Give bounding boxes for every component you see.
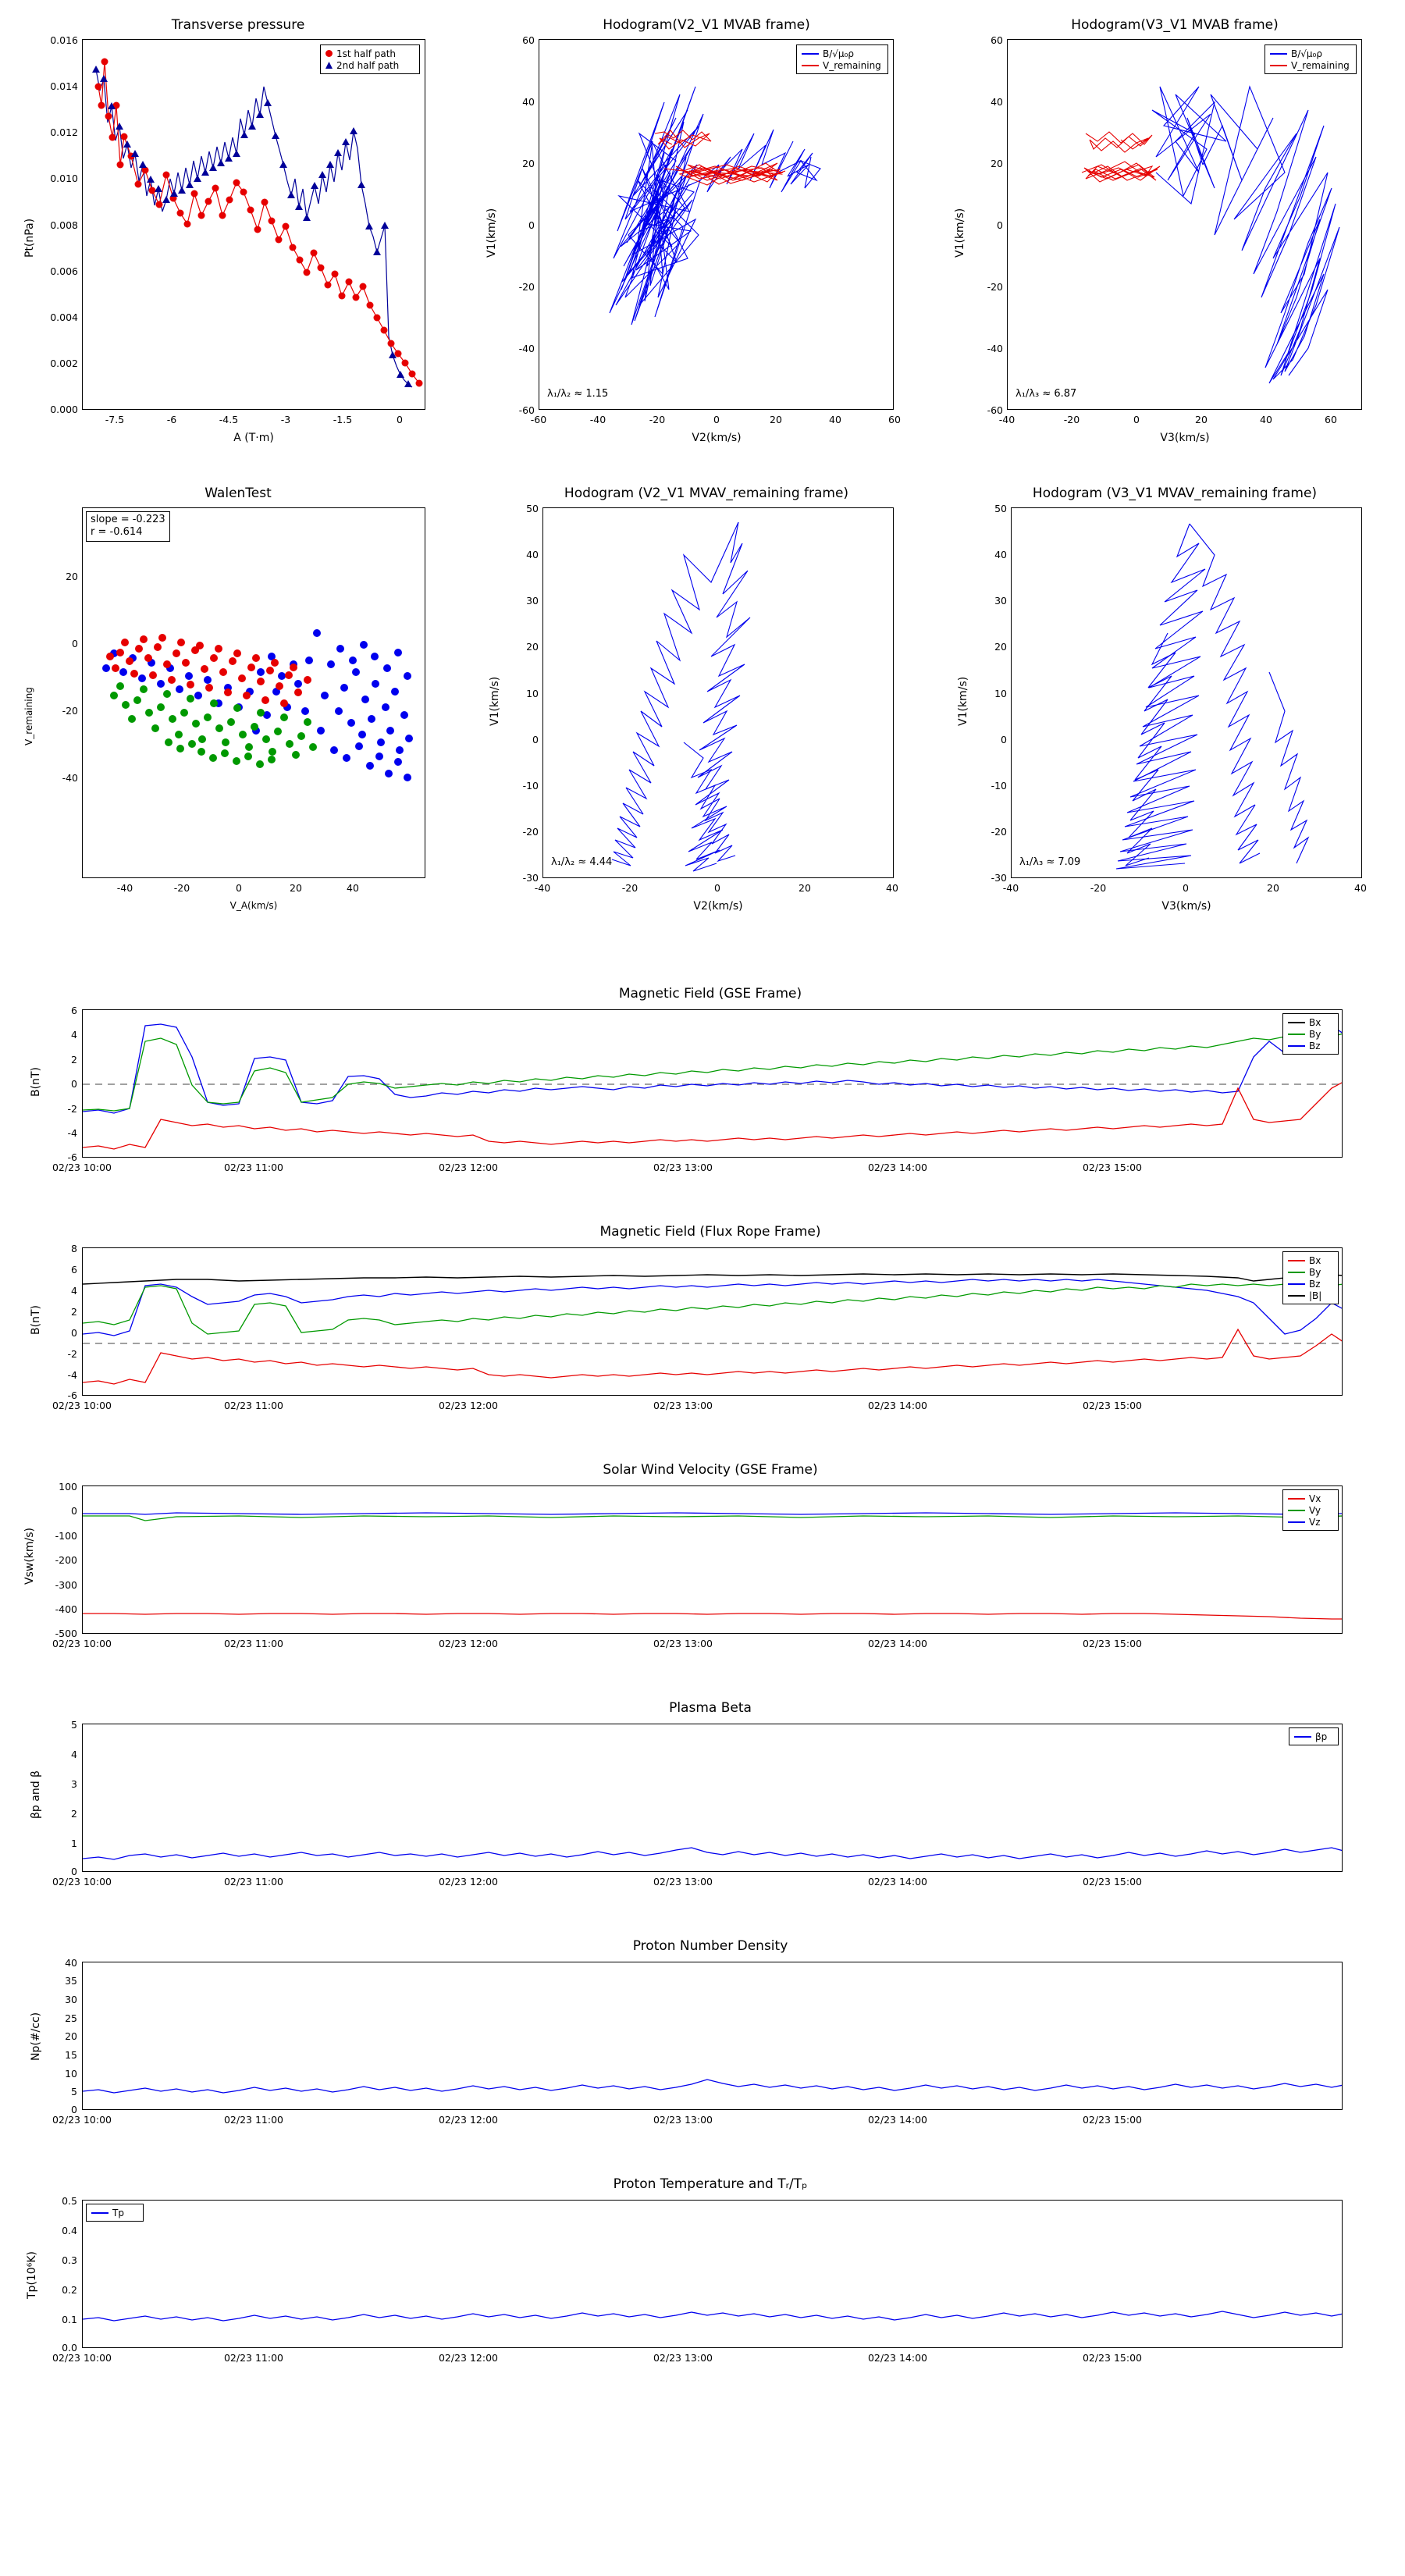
panel-title: Proton Temperature and Tᵣ/Tₚ [613, 2176, 808, 2192]
plot-area [542, 507, 894, 878]
ytick: 15 [65, 2049, 77, 2061]
data-layer [83, 1962, 1343, 2110]
xtick: 02/23 15:00 [1082, 1400, 1143, 1411]
xtick: 02/23 11:00 [223, 1876, 284, 1888]
ytick: -10 [991, 780, 1007, 792]
legend-label: Vz [1309, 1516, 1321, 1528]
ytick: 8 [71, 1243, 77, 1254]
legend-label: V_remaining [823, 59, 881, 71]
eigenvalue-ratio-annotation: λ₁/λ₃ ≈ 7.09 [1019, 856, 1081, 868]
legend-label: βp [1315, 1731, 1328, 1742]
ytick: 2 [71, 1306, 77, 1318]
xtick: 02/23 12:00 [438, 1876, 499, 1888]
ytick: 0.010 [50, 173, 78, 184]
xtick: 60 [1325, 414, 1337, 425]
xtick: -40 [589, 414, 606, 425]
plot-area [82, 1724, 1343, 1872]
y-axis-label: V1(km/s) [489, 676, 501, 726]
ytick: 2 [71, 1054, 77, 1066]
ytick: 0.002 [50, 358, 78, 369]
xtick: -60 [530, 414, 547, 425]
xtick: 40 [829, 414, 841, 425]
ytick: 25 [65, 2012, 77, 2024]
panel-hodogram-v3v1-mvab [937, 0, 1405, 468]
legend-label: Bz [1309, 1278, 1321, 1290]
ytick: 30 [65, 1994, 77, 2005]
fit-r: r = -0.614 [91, 526, 143, 539]
xtick: 02/23 14:00 [867, 1162, 928, 1173]
xtick: -6 [166, 414, 177, 425]
xtick: -40 [116, 882, 133, 894]
ytick: 5 [71, 2086, 77, 2097]
ytick: 0 [71, 1866, 77, 1877]
legend [1282, 1489, 1339, 1531]
ytick: 0.014 [50, 80, 78, 92]
ytick: 1 [71, 1838, 77, 1849]
x-axis-label: V2(km/s) [692, 432, 742, 444]
xtick: 02/23 10:00 [52, 1638, 112, 1649]
ytick: -4 [67, 1127, 77, 1139]
xtick: 02/23 10:00 [52, 1400, 112, 1411]
xtick: 02/23 14:00 [867, 1400, 928, 1411]
line-swatch-icon [802, 53, 819, 55]
legend-label: Vy [1309, 1504, 1321, 1516]
y-axis-label: B(nT) [30, 1067, 42, 1097]
plot-area [82, 1247, 1343, 1396]
ytick: 30 [994, 595, 1007, 607]
panel-transverse-pressure [0, 0, 468, 468]
panel-title: WalenTest [205, 486, 272, 501]
legend-entry [1288, 1266, 1333, 1278]
eigenvalue-ratio-annotation: λ₁/λ₃ ≈ 6.87 [1016, 388, 1077, 400]
xtick: 0 [1183, 882, 1189, 894]
line-swatch-icon [1288, 1022, 1305, 1023]
xtick: 02/23 11:00 [223, 2352, 284, 2364]
line-swatch-icon [1288, 1272, 1305, 1273]
panel-title: Transverse pressure [171, 17, 305, 33]
ytick: 3 [71, 1778, 77, 1790]
ytick: -10 [522, 780, 539, 792]
ytick: 6 [71, 1264, 77, 1276]
legend-label: By [1309, 1028, 1321, 1040]
panel-solar-wind-velocity [0, 1456, 1405, 1674]
ytick: 2 [71, 1808, 77, 1820]
ytick: -40 [987, 343, 1003, 354]
ytick: -40 [518, 343, 535, 354]
xtick: 02/23 11:00 [223, 2114, 284, 2126]
xtick: -20 [173, 882, 190, 894]
ytick: -20 [62, 705, 78, 717]
legend-label: |B| [1309, 1290, 1322, 1301]
line-swatch-icon [1270, 53, 1287, 55]
ytick: 0.004 [50, 311, 78, 323]
data-layer [83, 508, 425, 878]
ytick: -40 [62, 772, 78, 784]
ytick: 35 [65, 1975, 77, 1987]
panel-plasma-beta [0, 1694, 1405, 1912]
triangle-marker-icon [325, 62, 333, 69]
ytick: 0.5 [62, 2195, 77, 2207]
ytick: -4 [67, 1369, 77, 1381]
xtick: 0 [714, 882, 720, 894]
ytick: 100 [59, 1481, 77, 1493]
plot-area [1011, 507, 1362, 878]
legend [1289, 1727, 1339, 1745]
data-layer [83, 40, 425, 410]
data-layer [543, 508, 894, 878]
y-axis-label: Pt(nPa) [23, 218, 36, 258]
legend-label: Tp [112, 2207, 124, 2218]
xtick: 02/23 12:00 [438, 2114, 499, 2126]
ytick: 10 [526, 688, 539, 699]
ytick: 0.1 [62, 2314, 77, 2325]
legend-label: Bz [1309, 1040, 1321, 1051]
ytick: 20 [994, 641, 1007, 653]
ytick: 30 [526, 595, 539, 607]
panel-walen-test [0, 468, 468, 937]
ytick: 50 [994, 503, 1007, 514]
xtick: 02/23 13:00 [653, 1400, 713, 1411]
ytick: 20 [526, 641, 539, 653]
x-axis-label: V3(km/s) [1160, 432, 1210, 444]
ytick: -60 [518, 404, 535, 416]
panel-title: Hodogram (V3_V1 MVAV_remaining frame) [1032, 486, 1318, 501]
ytick: 20 [66, 571, 78, 582]
legend [320, 44, 420, 74]
xtick: 02/23 12:00 [438, 2352, 499, 2364]
plot-area [82, 1962, 1343, 2110]
data-layer [83, 1248, 1343, 1396]
ytick: 0.4 [62, 2225, 77, 2236]
xtick: 02/23 10:00 [52, 1162, 112, 1173]
panel-title: Hodogram(V2_V1 MVAB frame) [603, 17, 810, 33]
ytick: 0.000 [50, 404, 78, 415]
legend-entry [325, 59, 414, 71]
x-axis-label: V_A(km/s) [229, 900, 278, 911]
legend-label: B/√μ₀ρ [823, 48, 854, 59]
panel-hodogram-v3v1-mvav [937, 468, 1405, 937]
ytick: 40 [526, 549, 539, 560]
xtick: 20 [1267, 882, 1279, 894]
xtick: 02/23 10:00 [52, 2114, 112, 2126]
line-swatch-icon [1288, 1510, 1305, 1511]
legend-entry [1288, 1016, 1333, 1028]
legend-entry [802, 59, 883, 71]
ytick: 60 [991, 34, 1003, 46]
ytick: 0.2 [62, 2284, 77, 2296]
ytick: 0 [528, 219, 535, 231]
ytick: 6 [71, 1005, 77, 1016]
y-axis-label: V1(km/s) [486, 208, 498, 258]
ytick: -2 [67, 1348, 77, 1360]
x-axis-label: A (T·m) [233, 432, 274, 444]
xtick: -4.5 [219, 414, 239, 425]
line-swatch-icon [1288, 1283, 1305, 1285]
legend-entry [1288, 1504, 1333, 1516]
ytick: 0 [71, 1505, 77, 1517]
data-layer [539, 40, 894, 410]
y-axis-label: Tp(10⁶K) [26, 2251, 38, 2299]
plot-area [82, 39, 425, 410]
legend [1264, 44, 1357, 74]
xtick: 02/23 13:00 [653, 1876, 713, 1888]
xtick: 02/23 14:00 [867, 2352, 928, 2364]
xtick: 02/23 12:00 [438, 1400, 499, 1411]
panel-title: Plasma Beta [669, 1700, 752, 1716]
legend-label: V_remaining [1291, 59, 1350, 71]
legend-label: 1st half path [336, 48, 397, 59]
ytick: 0.016 [50, 34, 78, 46]
xtick: 40 [886, 882, 898, 894]
y-axis-label: B(nT) [30, 1305, 42, 1335]
eigenvalue-ratio-annotation: λ₁/λ₂ ≈ 1.15 [547, 388, 609, 400]
xtick: 20 [799, 882, 811, 894]
fit-slope: slope = -0.223 [91, 514, 165, 525]
line-swatch-icon [1288, 1260, 1305, 1261]
xtick: 02/23 15:00 [1082, 2352, 1143, 2364]
ytick: -20 [991, 826, 1007, 838]
eigenvalue-ratio-annotation: λ₁/λ₂ ≈ 4.44 [551, 856, 613, 868]
line-swatch-icon [1270, 65, 1287, 66]
line-swatch-icon [1288, 1034, 1305, 1035]
legend [1282, 1251, 1339, 1304]
legend [796, 44, 888, 74]
panel-magnetic-field-flux-rope [0, 1218, 1405, 1436]
ytick: 0.006 [50, 265, 78, 277]
y-axis-label: V1(km/s) [954, 208, 966, 258]
legend-entry [1288, 1516, 1333, 1528]
ytick: 0 [71, 2104, 77, 2115]
xtick: 02/23 15:00 [1082, 2114, 1143, 2126]
xtick: 02/23 15:00 [1082, 1162, 1143, 1173]
ytick: 0 [1001, 734, 1007, 745]
ytick: 20 [522, 158, 535, 169]
legend-entry [1288, 1040, 1333, 1051]
ytick: 0 [71, 1078, 77, 1090]
xtick: 0 [1133, 414, 1140, 425]
panel-magnetic-field-gse [0, 980, 1405, 1198]
panel-title: Magnetic Field (Flux Rope Frame) [599, 1224, 821, 1240]
xtick: -20 [1090, 882, 1107, 894]
ytick: 0.008 [50, 219, 78, 231]
ytick: -30 [522, 872, 539, 884]
xtick: 02/23 11:00 [223, 1400, 284, 1411]
line-swatch-icon [1288, 1045, 1305, 1047]
legend-entry [325, 48, 414, 59]
xtick: 02/23 14:00 [867, 1638, 928, 1649]
ytick: -2 [67, 1103, 77, 1115]
ytick: -500 [55, 1628, 77, 1639]
ytick: 0.3 [62, 2254, 77, 2266]
xtick: -20 [649, 414, 666, 425]
xtick: 02/23 14:00 [867, 2114, 928, 2126]
legend-label: By [1309, 1266, 1321, 1278]
ytick: 40 [522, 96, 535, 108]
legend-entry [1294, 1731, 1333, 1742]
xtick: 0 [236, 882, 242, 894]
ytick: 20 [65, 2030, 77, 2042]
ytick: 40 [65, 1957, 77, 1969]
data-layer [83, 2201, 1343, 2348]
xtick: 02/23 10:00 [52, 2352, 112, 2364]
data-layer [1008, 40, 1362, 410]
ytick: 50 [526, 503, 539, 514]
xtick: -20 [1063, 414, 1080, 425]
xtick: -3 [280, 414, 291, 425]
panel-title: Magnetic Field (GSE Frame) [618, 986, 802, 1002]
legend-entry [1288, 1254, 1333, 1266]
ytick: 0 [532, 734, 539, 745]
panel-proton-number-density [0, 1932, 1405, 2151]
xtick: 02/23 12:00 [438, 1638, 499, 1649]
ytick: 0.012 [50, 126, 78, 138]
panel-hodogram-v2v1-mvav [468, 468, 937, 937]
data-layer [1012, 508, 1362, 878]
y-axis-label: V1(km/s) [957, 676, 969, 726]
ytick: -20 [987, 281, 1003, 293]
data-layer [83, 1724, 1343, 1872]
plot-area [82, 2200, 1343, 2348]
ytick: 5 [71, 1719, 77, 1731]
xtick: 02/23 14:00 [867, 1876, 928, 1888]
ytick: 0 [997, 219, 1003, 231]
xtick: 02/23 11:00 [223, 1638, 284, 1649]
legend [1282, 1013, 1339, 1055]
plot-area [82, 1009, 1343, 1158]
xtick: -40 [534, 882, 551, 894]
xtick: 02/23 13:00 [653, 2352, 713, 2364]
xtick: 02/23 13:00 [653, 1638, 713, 1649]
ytick: 0.0 [62, 2342, 77, 2354]
legend-label: 2nd half path [336, 59, 400, 71]
xtick: 0 [397, 414, 403, 425]
ytick: -20 [518, 281, 535, 293]
panel-title: Hodogram (V2_V1 MVAV_remaining frame) [564, 486, 849, 501]
legend-label: Bx [1309, 1254, 1321, 1266]
ytick: 10 [65, 2068, 77, 2080]
ytick: 4 [71, 1029, 77, 1041]
y-axis-label: βp and β [30, 1770, 42, 1819]
ytick: 4 [71, 1285, 77, 1297]
ytick: 40 [994, 549, 1007, 560]
xtick: 02/23 13:00 [653, 2114, 713, 2126]
xtick: 20 [1195, 414, 1208, 425]
plot-area [1007, 39, 1362, 410]
xtick: -7.5 [105, 414, 125, 425]
legend-label: Vx [1309, 1493, 1321, 1504]
panel-title: Hodogram(V3_V1 MVAB frame) [1071, 17, 1279, 33]
xtick: 0 [713, 414, 720, 425]
xtick: 02/23 12:00 [438, 1162, 499, 1173]
xtick: 60 [888, 414, 901, 425]
legend [86, 2204, 144, 2222]
legend-entry [1270, 59, 1351, 71]
x-axis-label: V3(km/s) [1161, 900, 1211, 913]
line-swatch-icon [1294, 1736, 1311, 1738]
ytick: -100 [55, 1530, 77, 1542]
ytick: 0 [71, 1327, 77, 1339]
panel-title: Solar Wind Velocity (GSE Frame) [603, 1462, 818, 1478]
data-layer [83, 1486, 1343, 1634]
legend-label: B/√μ₀ρ [1291, 48, 1322, 59]
xtick: 40 [1260, 414, 1272, 425]
xtick: -40 [1002, 882, 1019, 894]
xtick: -40 [998, 414, 1016, 425]
ytick: -300 [55, 1579, 77, 1591]
ytick: -6 [67, 1151, 77, 1163]
xtick: 02/23 15:00 [1082, 1638, 1143, 1649]
ytick: -6 [67, 1389, 77, 1401]
xtick: 02/23 10:00 [52, 1876, 112, 1888]
y-axis-label: Vsw(km/s) [23, 1527, 36, 1585]
y-axis-label: V_remaining [23, 687, 34, 745]
ytick: -400 [55, 1603, 77, 1615]
panel-hodogram-v2v1-mvab [468, 0, 937, 468]
ytick: -30 [991, 872, 1007, 884]
ytick: -60 [987, 404, 1003, 416]
ytick: -20 [522, 826, 539, 838]
fit-annotation-box [86, 511, 170, 542]
legend-entry [1288, 1290, 1333, 1301]
y-axis-label: Np(#/cc) [30, 2012, 42, 2061]
x-axis-label: V2(km/s) [693, 900, 743, 913]
ytick: 20 [991, 158, 1003, 169]
ytick: 60 [522, 34, 535, 46]
xtick: 02/23 11:00 [223, 1162, 284, 1173]
line-swatch-icon [91, 2212, 108, 2214]
panel-proton-temperature [0, 2170, 1405, 2389]
ytick: 4 [71, 1749, 77, 1760]
legend-entry [1288, 1028, 1333, 1040]
data-layer [83, 1010, 1343, 1158]
legend-entry [1270, 48, 1351, 59]
ytick: 0 [72, 638, 78, 649]
circle-marker-icon [325, 50, 333, 57]
xtick: 20 [290, 882, 302, 894]
xtick: 02/23 15:00 [1082, 1876, 1143, 1888]
xtick: 02/23 13:00 [653, 1162, 713, 1173]
line-swatch-icon [1288, 1498, 1305, 1500]
plot-area [539, 39, 894, 410]
legend-label: Bx [1309, 1016, 1321, 1028]
line-swatch-icon [802, 65, 819, 66]
line-swatch-icon [1288, 1521, 1305, 1523]
xtick: -1.5 [333, 414, 353, 425]
xtick: -20 [621, 882, 638, 894]
plot-area [82, 1485, 1343, 1634]
ytick: 10 [994, 688, 1007, 699]
ytick: 40 [991, 96, 1003, 108]
plot-area [82, 507, 425, 878]
legend-entry [1288, 1493, 1333, 1504]
xtick: 40 [1354, 882, 1367, 894]
line-swatch-icon [1288, 1295, 1305, 1297]
legend-entry [1288, 1278, 1333, 1290]
legend-entry [802, 48, 883, 59]
ytick: -200 [55, 1554, 77, 1566]
panel-title: Proton Number Density [632, 1938, 788, 1954]
xtick: 20 [770, 414, 782, 425]
legend-entry [91, 2207, 138, 2218]
xtick: 40 [347, 882, 359, 894]
